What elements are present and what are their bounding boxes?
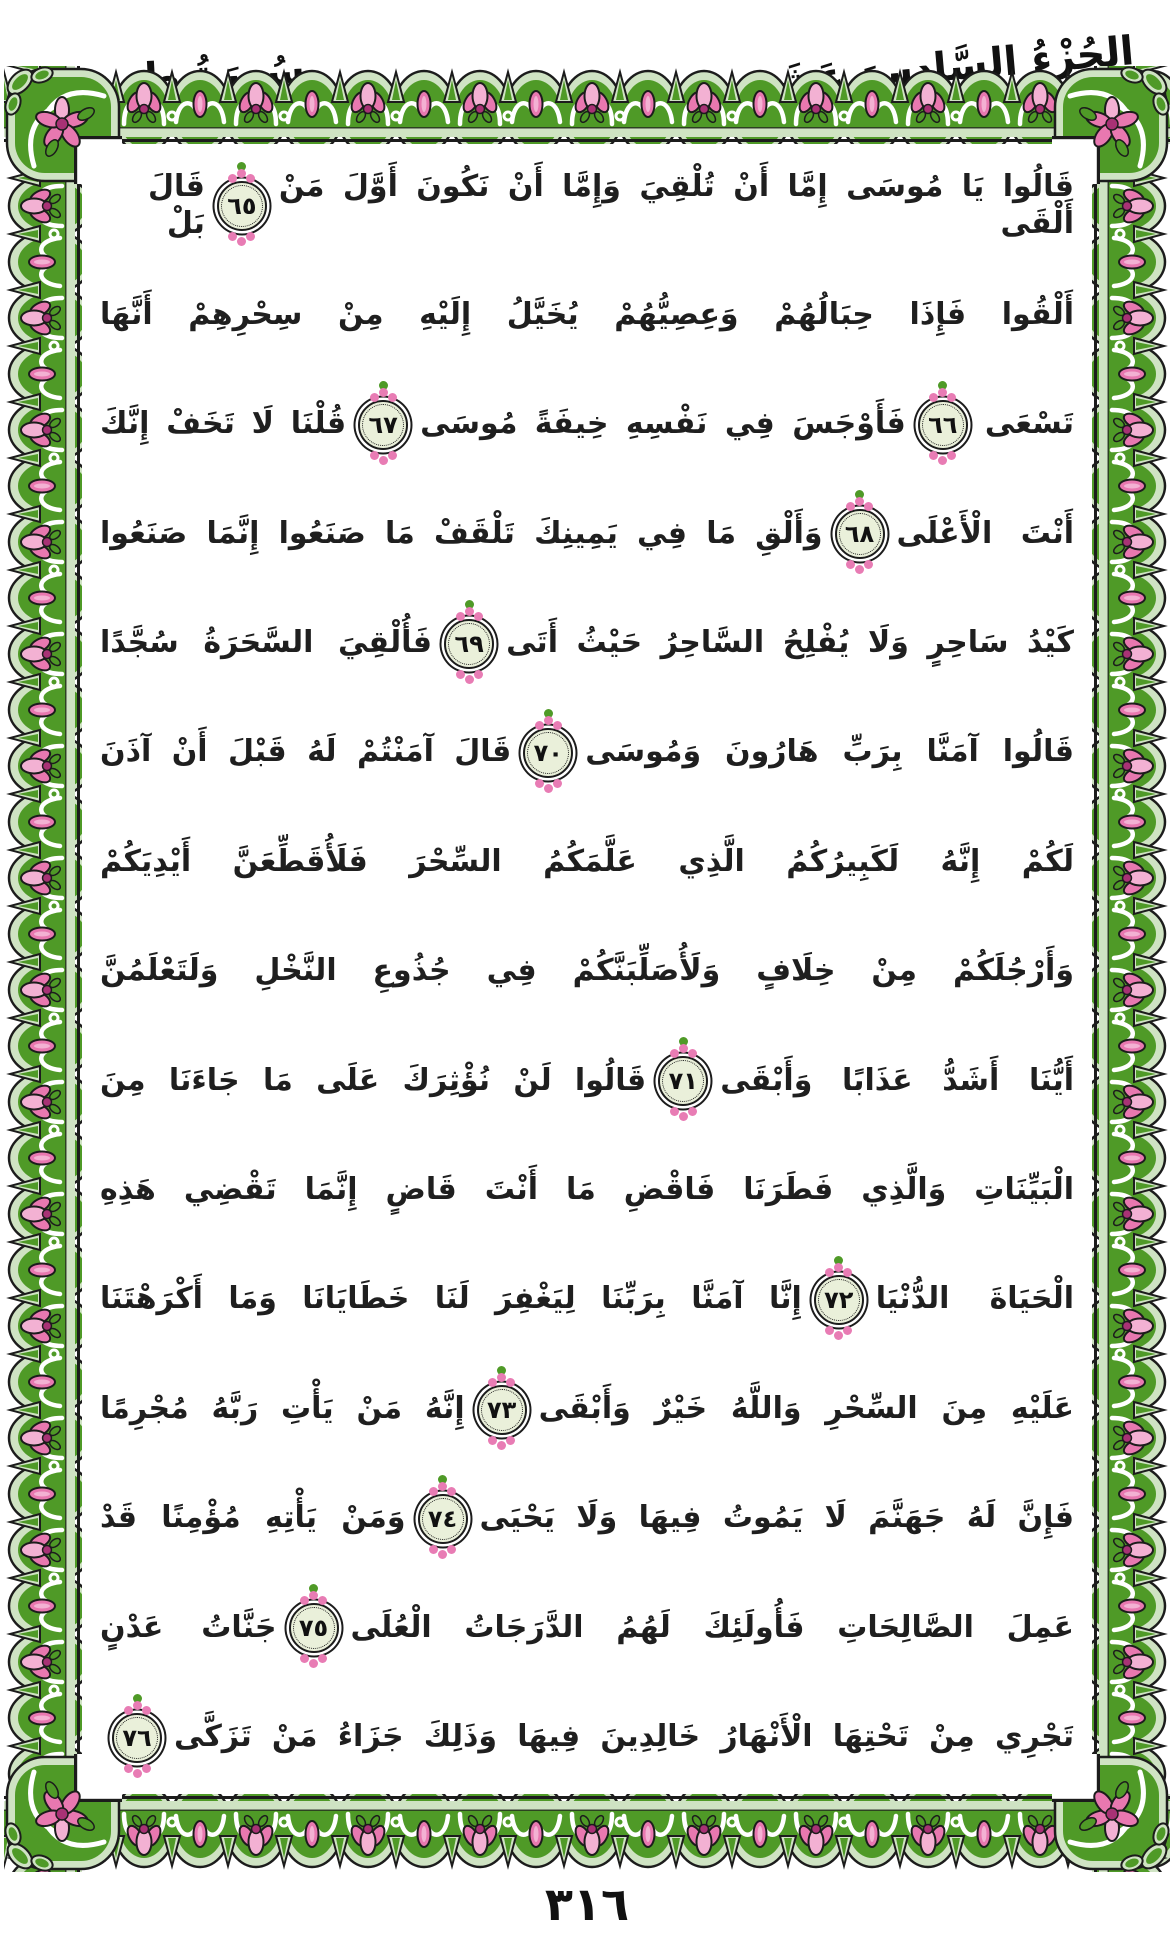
quran-line <box>100 1358 1074 1460</box>
ayah-number: ٧٠ <box>533 739 563 768</box>
verse-text: إِنَّا آمَنَّا بِرَبِّنَا لِيَغْفِرَ لَنَا خَطَايَانَا وَمَا أَكْرَهْتَنَا <box>100 1281 802 1317</box>
verse-text: قَالُوا آمَنَّا بِرَبِّ هَارُونَ وَمُوسَى <box>585 734 1074 770</box>
quran-line <box>100 1248 1074 1350</box>
ayah-marker-icon <box>289 1603 339 1653</box>
verse-text: قَالَ بَلْ <box>147 168 205 241</box>
quran-line <box>100 1686 1074 1788</box>
verse-text: جَنَّاتُ عَدْنٍ <box>100 1609 277 1645</box>
ayah-number: ٧٤ <box>427 1505 458 1534</box>
ayah-marker-icon <box>418 1494 468 1544</box>
verse-text: عَلَيْهِ مِنَ السِّحْرِ وَاللَّهُ خَيْرٌ وَأَبْقَى <box>538 1390 1074 1426</box>
ayah-marker-icon <box>835 509 885 559</box>
verse-text: قَالُوا لَنْ نُؤْثِرَكَ عَلَى مَا جَاءَنَا مِنَ <box>100 1062 647 1098</box>
border-top <box>4 66 1170 144</box>
verse-text: وَأَلْقِ مَا فِي يَمِينِكَ تَلْقَفْ مَا صَنَعُوا إِنَّمَا صَنَعُوا <box>100 515 823 551</box>
verse-text: أَيُّنَا أَشَدُّ عَذَابًا وَأَبْقَى <box>720 1062 1074 1098</box>
page-number: ٣١٦ <box>544 1877 630 1931</box>
ayah-marker-icon <box>217 181 267 231</box>
border-right <box>1092 66 1170 1872</box>
verse-text: وَأَرْجُلَكُمْ مِنْ خِلَافٍ وَلَأُصَلِّبَنَّكُمْ فِي جُذُوعِ النَّخْلِ وَلَتَعْلَمُنَّ <box>100 953 1074 989</box>
verse-text: تَجْرِي مِنْ تَحْتِهَا الْأَنْهَارُ خَالِدِينَ فِيهَا وَذَلِكَ جَزَاءُ مَنْ تَزَكَّى <box>174 1719 1074 1755</box>
quran-line <box>100 482 1074 584</box>
verse-text: لَكُمْ إِنَّهُ لَكَبِيرُكُمُ الَّذِي عَلَّمَكُمُ السِّحْرَ فَلَأُقَطِّعَنَّ أَيْدِيَكُمْ <box>100 843 1074 879</box>
ayah-number: ٦٧ <box>368 410 398 439</box>
ayah-number: ٧١ <box>668 1067 698 1096</box>
verse-text: وَمَنْ يَأْتِهِ مُؤْمِنًا قَدْ <box>100 1500 406 1536</box>
border-bottom <box>4 1794 1170 1872</box>
ayah-number: ٧٦ <box>122 1723 152 1752</box>
ayah-marker-icon <box>523 728 573 778</box>
ayah-marker-icon <box>477 1385 527 1435</box>
ayah-marker-icon <box>658 1056 708 1106</box>
verse-text: أَلْقُوا فَإِذَا حِبَالُهُمْ وَعِصِيُّهُمْ يُخَيَّلُ إِلَيْهِ مِنْ سِحْرِهِمْ أَنَّهَا <box>100 296 1074 332</box>
quran-line <box>100 1467 1074 1569</box>
quran-text <box>100 154 1074 1788</box>
quran-line <box>100 373 1074 475</box>
ayah-number: ٦٥ <box>227 192 257 220</box>
ayah-number: ٦٨ <box>844 520 875 549</box>
verse-text: فَإِنَّ لَهُ جَهَنَّمَ لَا يَمُوتُ فِيهَا وَلَا يَحْيَى <box>479 1500 1074 1536</box>
ayah-marker-icon <box>112 1713 162 1763</box>
verse-text: فَأُلْقِيَ السَّحَرَةُ سُجَّدًا <box>100 624 433 660</box>
border-left <box>4 66 82 1872</box>
ayah-number: ٦٩ <box>454 629 484 658</box>
ayah-number: ٧٢ <box>824 1286 854 1315</box>
quran-line <box>100 592 1074 694</box>
quran-line <box>100 920 1074 1022</box>
ayah-number: ٧٣ <box>486 1395 517 1424</box>
quran-line <box>100 701 1074 803</box>
verse-text: عَمِلَ الصَّالِحَاتِ فَأُولَئِكَ لَهُمُ الدَّرَجَاتُ الْعُلَى <box>350 1609 1074 1645</box>
verse-text: الْبَيِّنَاتِ وَالَّذِي فَطَرَنَا فَاقْضِ مَا أَنْتَ قَاضٍ إِنَّمَا تَقْضِي هَذِهِ <box>100 1172 1074 1208</box>
ayah-marker-icon <box>814 1275 864 1325</box>
verse-text: فَأَوْجَسَ فِي نَفْسِهِ خِيفَةً مُوسَى <box>420 406 906 442</box>
quran-line <box>100 154 1074 256</box>
ayah-number: ٧٥ <box>298 1614 329 1643</box>
verse-text: تَسْعَى <box>984 406 1074 442</box>
ayah-number: ٦٦ <box>928 410 958 439</box>
verse-text: قُلْنَا لَا تَخَفْ إِنَّكَ <box>100 406 347 442</box>
ayah-marker-icon <box>358 400 408 450</box>
verse-text: الْحَيَاةَ الدُّنْيَا <box>875 1281 1074 1317</box>
quran-line <box>100 1576 1074 1678</box>
quran-line <box>100 811 1074 913</box>
ayah-marker-icon <box>444 619 494 669</box>
verse-text: قَالُوا يَا مُوسَى إِمَّا أَنْ تُلْقِيَ وَإِمَّا أَنْ نَكُونَ أَوَّلَ مَنْ أَلْقَى <box>278 168 1074 241</box>
quran-line <box>100 1139 1074 1241</box>
verse-text: أَنْتَ الْأَعْلَى <box>896 515 1074 551</box>
quran-line <box>100 1029 1074 1131</box>
verse-text: قَالَ آمَنْتُمْ لَهُ قَبْلَ أَنْ آذَنَ <box>100 734 512 770</box>
verse-text: إِنَّهُ مَنْ يَأْتِ رَبَّهُ مُجْرِمًا <box>100 1390 465 1426</box>
verse-text: كَيْدُ سَاحِرٍ وَلَا يُفْلِحُ السَّاحِرُ حَيْثُ أَتَى <box>506 624 1074 660</box>
quran-line <box>100 263 1074 365</box>
ayah-marker-icon <box>918 400 968 450</box>
